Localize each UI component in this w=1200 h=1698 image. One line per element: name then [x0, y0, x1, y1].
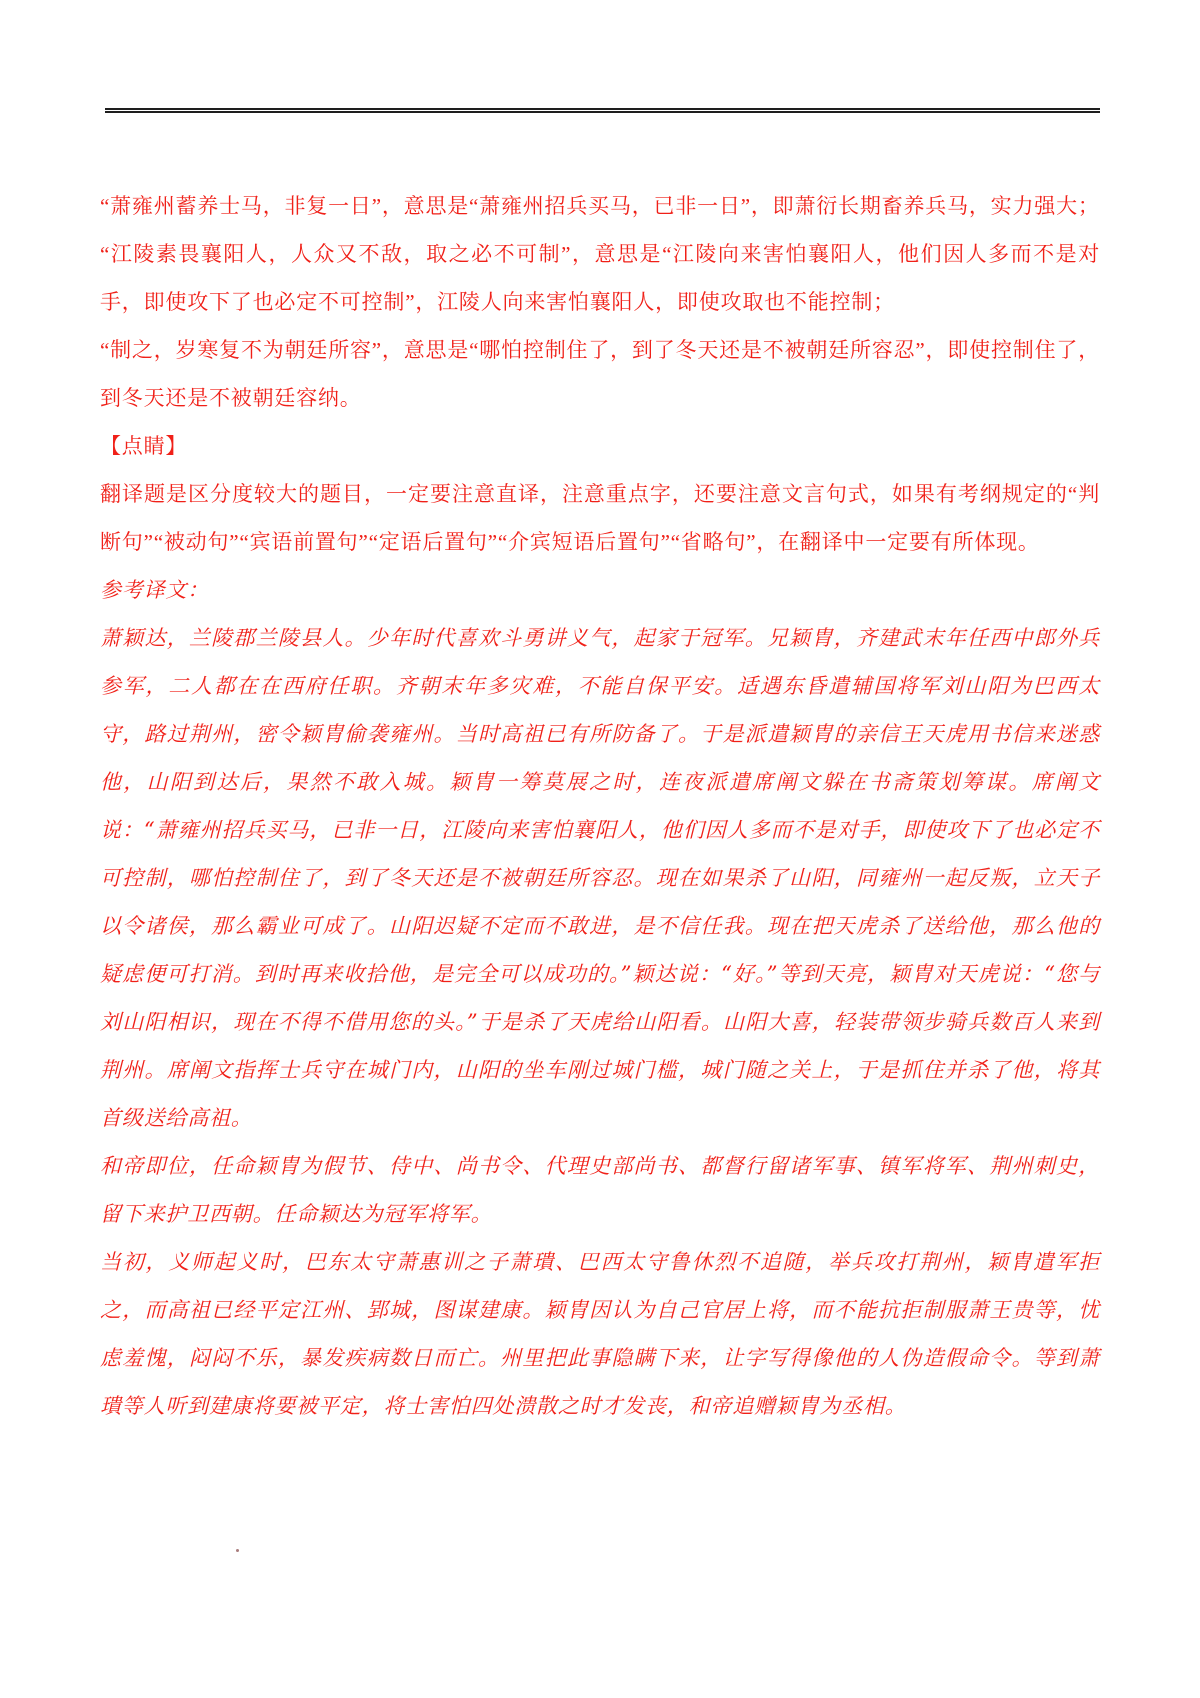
section-divider	[105, 108, 1100, 113]
document-body	[100, 182, 1100, 1430]
translation-paragraph-2: 和帝即位，任命颖胄为假节、侍中、尚书令、代理史部尚书、都督行留诸军事、镇军将军、荆州刺史，留下来护卫西朝。任命颖达为冠军将军。	[100, 1154, 1100, 1226]
dianjing-body: 翻译题是区分度较大的题目，一定要注意直译，注意重点字，还要注意文言句式，如果有考纲规定的“判断句”“被动句”“宾语前置句”“定语后置句”“介宾短语后置句”“省略句”，在翻译中一定要有所体现。	[100, 482, 1100, 554]
stray-dot	[236, 1549, 239, 1552]
answer-paragraph-1: “萧雍州蓄养士马，非复一日”，意思是“萧雍州招兵买马，已非一日”，即萧衍长期畜养兵马，实力强大；	[100, 194, 1100, 218]
dianjing-label: 【点睛】	[100, 434, 188, 458]
answer-paragraph-2: “江陵素畏襄阳人，人众又不敌，取之必不可制”，意思是“江陵向来害怕襄阳人，他们因人多而不是对手，即使攻下了也必定不可控制”，江陵人向来害怕襄阳人，即使攻取也不能控制；	[100, 242, 1100, 314]
translation-paragraph-1: 萧颖达，兰陵郡兰陵县人。少年时代喜欢斗勇讲义气，起家于冠军。兄颖胄，齐建武末年任西中郎外兵参军，二人都在在西府任职。齐朝末年多灾难，不能自保平安。适遇东昏遣辅国将军刘山阳为巴西太守，路过荆州，密令颖胄偷袭雍州。当时高祖已有所防备了。于是派遣颖胄的亲信王天虎用书信来迷惑他，山阳到达后，果然不敢入城。颖胄一筹莫展之时，连夜派遣席阐文躲在书斋策划筹谋。席阐文说：“萧雍州招兵买马，已非一日，江陵向来害怕襄阳人，他们因人多而不是对手，即使攻下了也必定不可控制，哪怕控制住了，到了冬天还是不被朝廷所容忍。现在如果杀了山阳，同雍州一起反叛，立天子以令诸侯，那么霸业可成了。山阳迟疑不定而不敢进，是不信任我。现在把天虎杀了送给他，那么他的疑虑便可打消。到时再来收拾他，是完全可以成功的。”颖达说：“好。”等到天亮，颖胄对天虎说：“您与刘山阳相识，现在不得不借用您的头。”于是杀了天虎给山阳看。山阳大喜，轻装带领步骑兵数百人来到荆州。席阐文指挥士兵守在城门内，山阳的坐车刚过城门槛，城门随之关上，于是抓住并杀了他，将其首级送给高祖。	[100, 626, 1100, 1130]
translation-heading: 参考译文：	[100, 578, 209, 602]
answer-paragraph-3: “制之，岁寒复不为朝廷所容”，意思是“哪怕控制住了，到了冬天还是不被朝廷所容忍”，即使控制住了，到冬天还是不被朝廷容纳。	[100, 338, 1100, 410]
translation-paragraph-3: 当初，义师起义时，巴东太守萧惠训之子萧璝、巴西太守鲁休烈不追随，举兵攻打荆州，颖胄遣军拒之，而高祖已经平定江州、郢城，图谋建康。颖胄因认为自己官居上将，而不能抗拒制服萧王贵等，忧虑羞愧，闷闷不乐，暴发疾病数日而亡。州里把此事隐瞒下来，让字写得像他的人伪造假命令。等到萧璝等人听到建康将要被平定，将士害怕四处溃散之时才发丧，和帝追赠颖胄为丞相。	[100, 1250, 1100, 1418]
